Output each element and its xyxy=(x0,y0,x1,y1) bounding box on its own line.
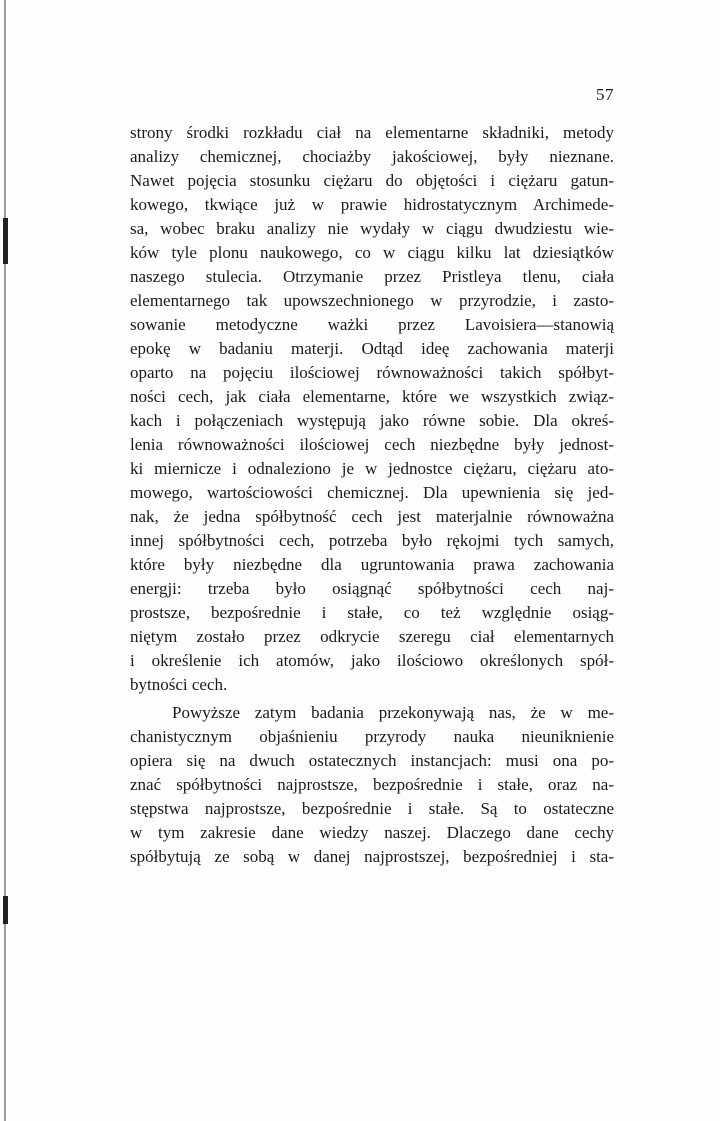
text-line: ności cech, jak ciała elementarne, które we wszystkich związ- xyxy=(130,387,614,406)
text-line: spółbytują ze sobą w danej najprostszej, bezpośredniej i sta- xyxy=(130,847,614,866)
text-line: lenia równoważności ilościowej cech niezbędne były jednost- xyxy=(130,435,614,454)
text-line: bytności cech. xyxy=(130,675,228,694)
text-line: strony środki rozkładu ciał na elementarne składniki, metody xyxy=(130,123,614,142)
page-number: 57 xyxy=(596,85,614,104)
paragraph xyxy=(130,121,614,697)
body-text xyxy=(130,121,614,869)
text-line: i określenie ich atomów, jako ilościowo określonych spół- xyxy=(130,651,614,670)
text-line: mowego, wartościowości chemicznej. Dla upewnienia się jed- xyxy=(130,483,614,502)
text-line: stępstwa najprostsze, bezpośrednie i stałe. Są to ostateczne xyxy=(130,799,614,818)
text-line: innej spółbytności cech, potrzeba było rękojmi tych samych, xyxy=(130,531,614,550)
text-line: chanistycznym objaśnieniu przyrody nauka nieuniknienie xyxy=(130,727,614,746)
text-line: nak, że jedna spółbytność cech jest materjalnie równoważna xyxy=(130,507,614,526)
text-line: znać spółbytności najprostsze, bezpośrednie i stałe, oraz na- xyxy=(130,775,614,794)
text-line: naszego stulecia. Otrzymanie przez Pristleya tlenu, ciała xyxy=(130,267,614,286)
text-line: które były niezbędne dla ugruntowania prawa zachowania xyxy=(130,555,614,574)
text-line: ki miernicze i odnaleziono je w jednostce ciężaru, ciężaru ato- xyxy=(130,459,614,478)
text-line: prostsze, bezpośrednie i stałe, co też względnie osiąg- xyxy=(130,603,614,622)
binding-mark xyxy=(3,218,8,264)
text-line: w tym zakresie dane wiedzy naszej. Dlaczego dane cechy xyxy=(130,823,614,842)
text-line: opiera się na dwuch ostatecznych instancjach: musi ona po- xyxy=(130,751,614,770)
text-line: Powyższe zatym badania przekonywają nas, że w me- xyxy=(172,703,614,722)
text-line: elementarnego tak upowszechnionego w przyrodzie, i zasto- xyxy=(130,291,614,310)
binding-edge xyxy=(4,0,6,1121)
text-line: Nawet pojęcia stosunku ciężaru do objętości i ciężaru gatun- xyxy=(130,171,614,190)
text-line: niętym zostało przez odkrycie szeregu ciał elementarnych xyxy=(130,627,614,646)
text-line: oparto na pojęciu ilościowej równoważności takich spółbyt- xyxy=(130,363,614,382)
text-line: sowanie metodyczne ważki przez Lavoisiera—stanowią xyxy=(130,315,614,334)
paragraph xyxy=(130,701,614,869)
text-line: kowego, tkwiące już w prawie hidrostatycznym Archimede- xyxy=(130,195,614,214)
text-line: epokę w badaniu materji. Odtąd ideę zachowania materji xyxy=(130,339,614,358)
text-line: energji: trzeba było osiągnąć spółbytności cech naj- xyxy=(130,579,614,598)
text-line: ków tyle plonu naukowego, co w ciągu kilku lat dziesiątków xyxy=(130,243,614,262)
binding-mark xyxy=(3,896,8,924)
text-line: analizy chemicznej, chociażby jakościowej, były nieznane. xyxy=(130,147,614,166)
text-line: kach i połączeniach występują jako równe sobie. Dla okreś- xyxy=(130,411,614,430)
text-line: sa, wobec braku analizy nie wydały w ciągu dwudziestu wie- xyxy=(130,219,614,238)
